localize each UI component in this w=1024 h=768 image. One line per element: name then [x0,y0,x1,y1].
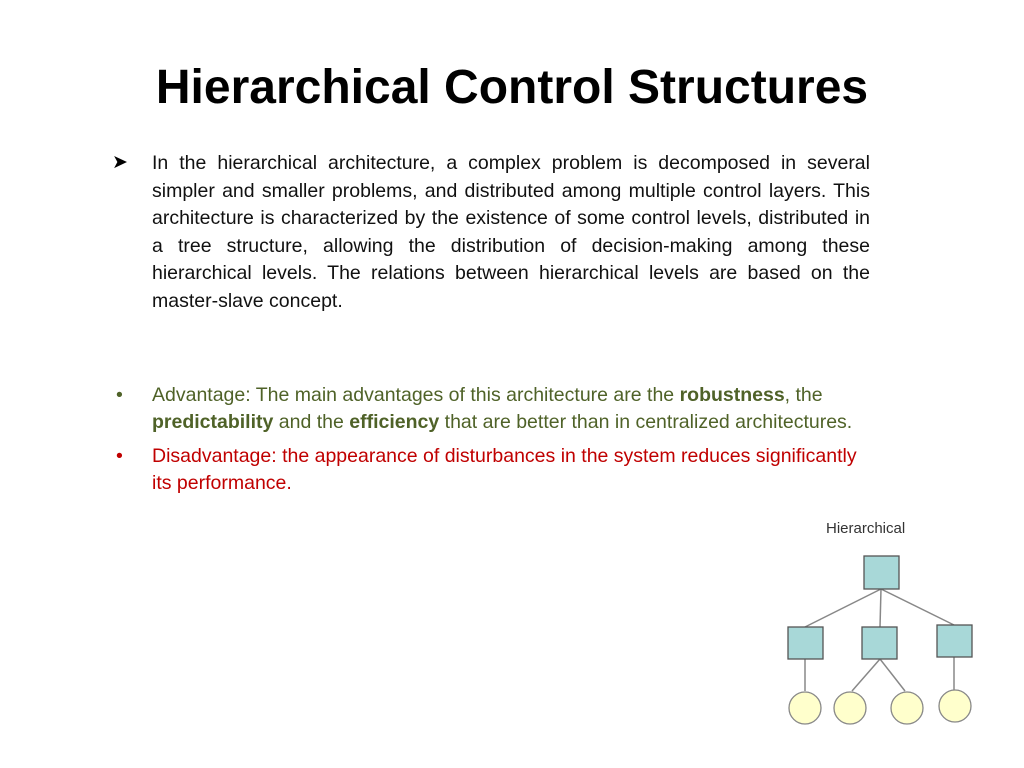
advantage-sep-2: and the [273,411,350,433]
leaf-node-2 [834,692,866,724]
advantage-sep-1: , the [784,384,823,406]
bullet-dot-icon: • [116,384,123,406]
advantage-term-predictability: predictability [152,411,274,433]
bullet-list [112,382,874,497]
disadvantage-item [116,443,874,497]
leaf-nodes [789,690,971,724]
hierarchy-diagram [780,515,980,735]
disadvantage-text: Disadvantage: the appearance of disturbances in the system reduces significantly its performance. [152,445,857,494]
mid-node-1 [788,627,823,659]
advantage-term-robustness: robustness [679,384,785,406]
advantage-prefix: Advantage: The main advantages of this architecture are the [152,384,680,406]
slide-title: Hierarchical Control Structures [155,61,869,114]
main-bullet-text: In the hierarchical architecture, a complex problem is decomposed in several simpler and smaller problems, and distributed among multiple control layers. This architecture is characterized by the existence of some control levels, distributed in a tree structure, allowing the distribution of decision-making among these hierarchical levels. The relations between hierarchical levels are based on the master-slave concept. [152,152,870,312]
leaf-node-3 [891,692,923,724]
bullet-dot-icon: • [116,445,123,467]
leaf-node-4 [939,690,971,722]
advantage-suffix: that are better than in centralized architectures. [439,411,853,433]
root-node [864,556,899,589]
advantage-term-efficiency: efficiency [349,411,440,433]
mid-node-3 [937,625,972,657]
advantage-item [116,382,874,436]
arrow-bullet-icon: ➤ [112,152,128,173]
leaf-node-1 [789,692,821,724]
main-bullet [112,150,870,316]
mid-node-2 [862,627,897,659]
diagram-label: Hierarchical [826,520,906,537]
